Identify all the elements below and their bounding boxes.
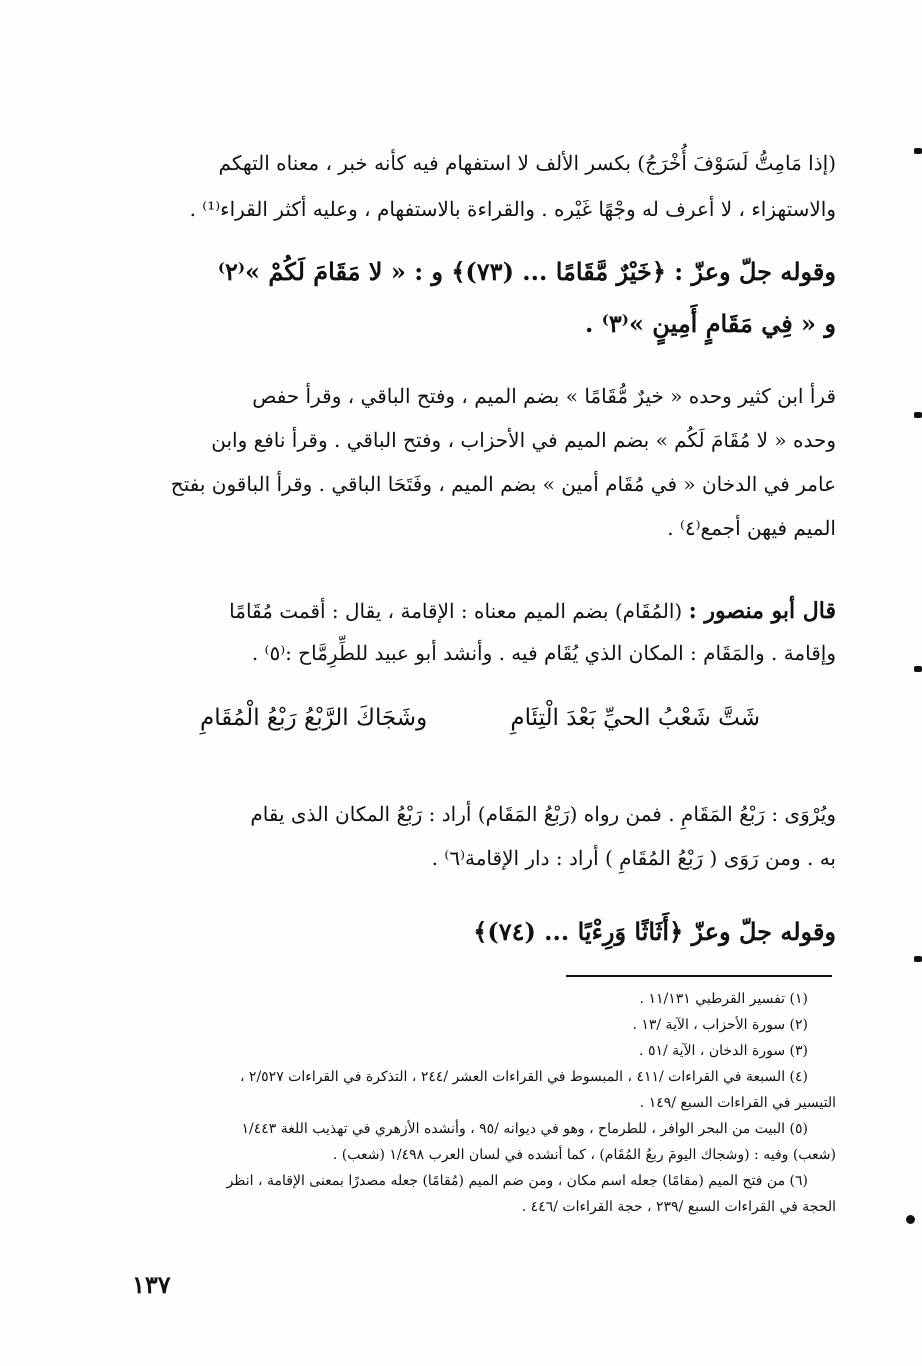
text-line: (إذا مَامِتُّ لَسَوْفَ أُخْرَجُ) بكسر الألف لا استفهام فيه كأنه خبر ، معناه التهكم (218, 151, 836, 175)
text-line: والاستهزاء ، لا أعرف له وجْهًا غَيْره . والقراءة بالاستفهام ، وعليه أكثر القراء⁽¹⁾ . (189, 197, 836, 221)
verse-heading-73 (120, 246, 836, 350)
footnote-continuation: (شعب) وفيه : (وشجاك اليومَ ربعُ المُقَام) ، كما أنشده في لسان العرب ١/٤٩٨ (شعب) . (332, 1147, 836, 1163)
speaker-label: قال أبو منصور : (688, 598, 836, 624)
verse-hemistich-second: وشَجَاكَ الرَّبْعُ رَبْعُ الْمُقَامِ (200, 705, 428, 731)
text-line: قرأ ابن كثير وحده « خيرٌ مُّقَامًا » بضم الميم ، وفتح الباقي ، وقرأ حفص (252, 384, 836, 408)
footnote-continuation: التيسير في القراءات السبع /١٤٩ . (639, 1095, 836, 1111)
paragraph-variant-reading (120, 792, 836, 880)
text-line: عامر في الدخان « في مُقَام أمين » بضم الميم ، وفَتَحَا الباقي . وقرأ الباقون بفتح (170, 472, 836, 496)
footnote: (٤) السبعة في القراءات /٤١١ ، المبسوط في القراءات العشر /٢٤٤ ، التذكرة في القراءات ٢/٥٢٧ ، (239, 1069, 808, 1085)
text-line: به . ومن رَوَى ( رَبْعُ المُقَامِ ) أراد : دار الإقامة⁽٦⁾ . (431, 846, 836, 870)
text-line: وحده « لا مُقَامَ لَكُم » بضم الميم في الأحزاب ، وفتح الباقي . وقرأ نافع وابن (211, 428, 836, 452)
scan-edge-mark (914, 666, 922, 672)
text-line: وقوله جلّ وعزّ ﴿أَثَاثًا وَرِءْيًا ... (٧٤)﴾ (473, 917, 836, 946)
text-segment: (المُقَام) بضم الميم معناه : الإقامة ، يقال : أقمت مُقَامًا (229, 599, 683, 623)
poetry-verse (200, 705, 760, 731)
paragraph-abu-mansur (120, 590, 836, 674)
scan-edge-mark (914, 956, 922, 962)
scan-edge-mark (906, 1215, 915, 1224)
scan-edge-mark (914, 148, 922, 154)
footnote: (١) تفسير القرطبي ١١/١٣١ . (639, 991, 808, 1007)
text-line: وقوله جلّ وعزّ : ﴿خَيْرٌ مَّقَامًا ... (٧٣)﴾ و : « لا مَقَامَ لَكُمْ »⁽٢⁾ (217, 257, 836, 286)
footnote: (٦) من فتح الميم (مقامًا) جعله اسم مكان ، ومن ضم الميم (مُقامًا) جعله مصدرًا بمعنى الإقامة ، انظر (226, 1173, 808, 1189)
text-line: الميم فيهن أجمع⁽٤⁾ . (667, 516, 836, 540)
footnote: (٢) سورة الأحزاب ، الآية /١٣ . (632, 1017, 808, 1033)
footnote-divider (566, 975, 832, 977)
text-line: وإقامة . والمَقَام : المكان الذي يُقَام فيه . وأنشد أبو عبيد للطِّرِمَّاح :⁽٥⁾ . (251, 641, 836, 665)
text-line: و « فِي مَقَامٍ أَمِينٍ »⁽٣⁾ . (585, 309, 836, 338)
footnote: (٣) سورة الدخان ، الآية /٥١ . (639, 1043, 808, 1059)
paragraph-reading-note (120, 140, 836, 232)
text-line: ويُرْوَى : رَبْعُ المَقَامِ . فمن رواه (رَبْعُ المَقَام) أراد : رَبْعُ المكان الذى يقام (250, 802, 836, 826)
paragraph-readings (120, 374, 836, 550)
verse-heading-74 (120, 910, 836, 954)
footnote-continuation: الحجة في القراءات السبع /٢٣٩ ، حجة القراءات /٤٤٦ . (521, 1199, 836, 1215)
footnote: (٥) البيت من البحر الوافر ، للطرماح ، وهو في ديوانه /٩٥ ، وأنشده الأزهري في تهذيب اللغة ١/٤٤٣ (241, 1121, 808, 1137)
footnotes (130, 986, 836, 1220)
text-line (120, 590, 836, 632)
verse-hemistich-first: شَتَّ شَعْبُ الحيِّ بَعْدَ الْتِئَامِ (510, 705, 760, 731)
page-number: ١٣٧ (132, 1270, 171, 1299)
scan-edge-mark (914, 412, 922, 418)
